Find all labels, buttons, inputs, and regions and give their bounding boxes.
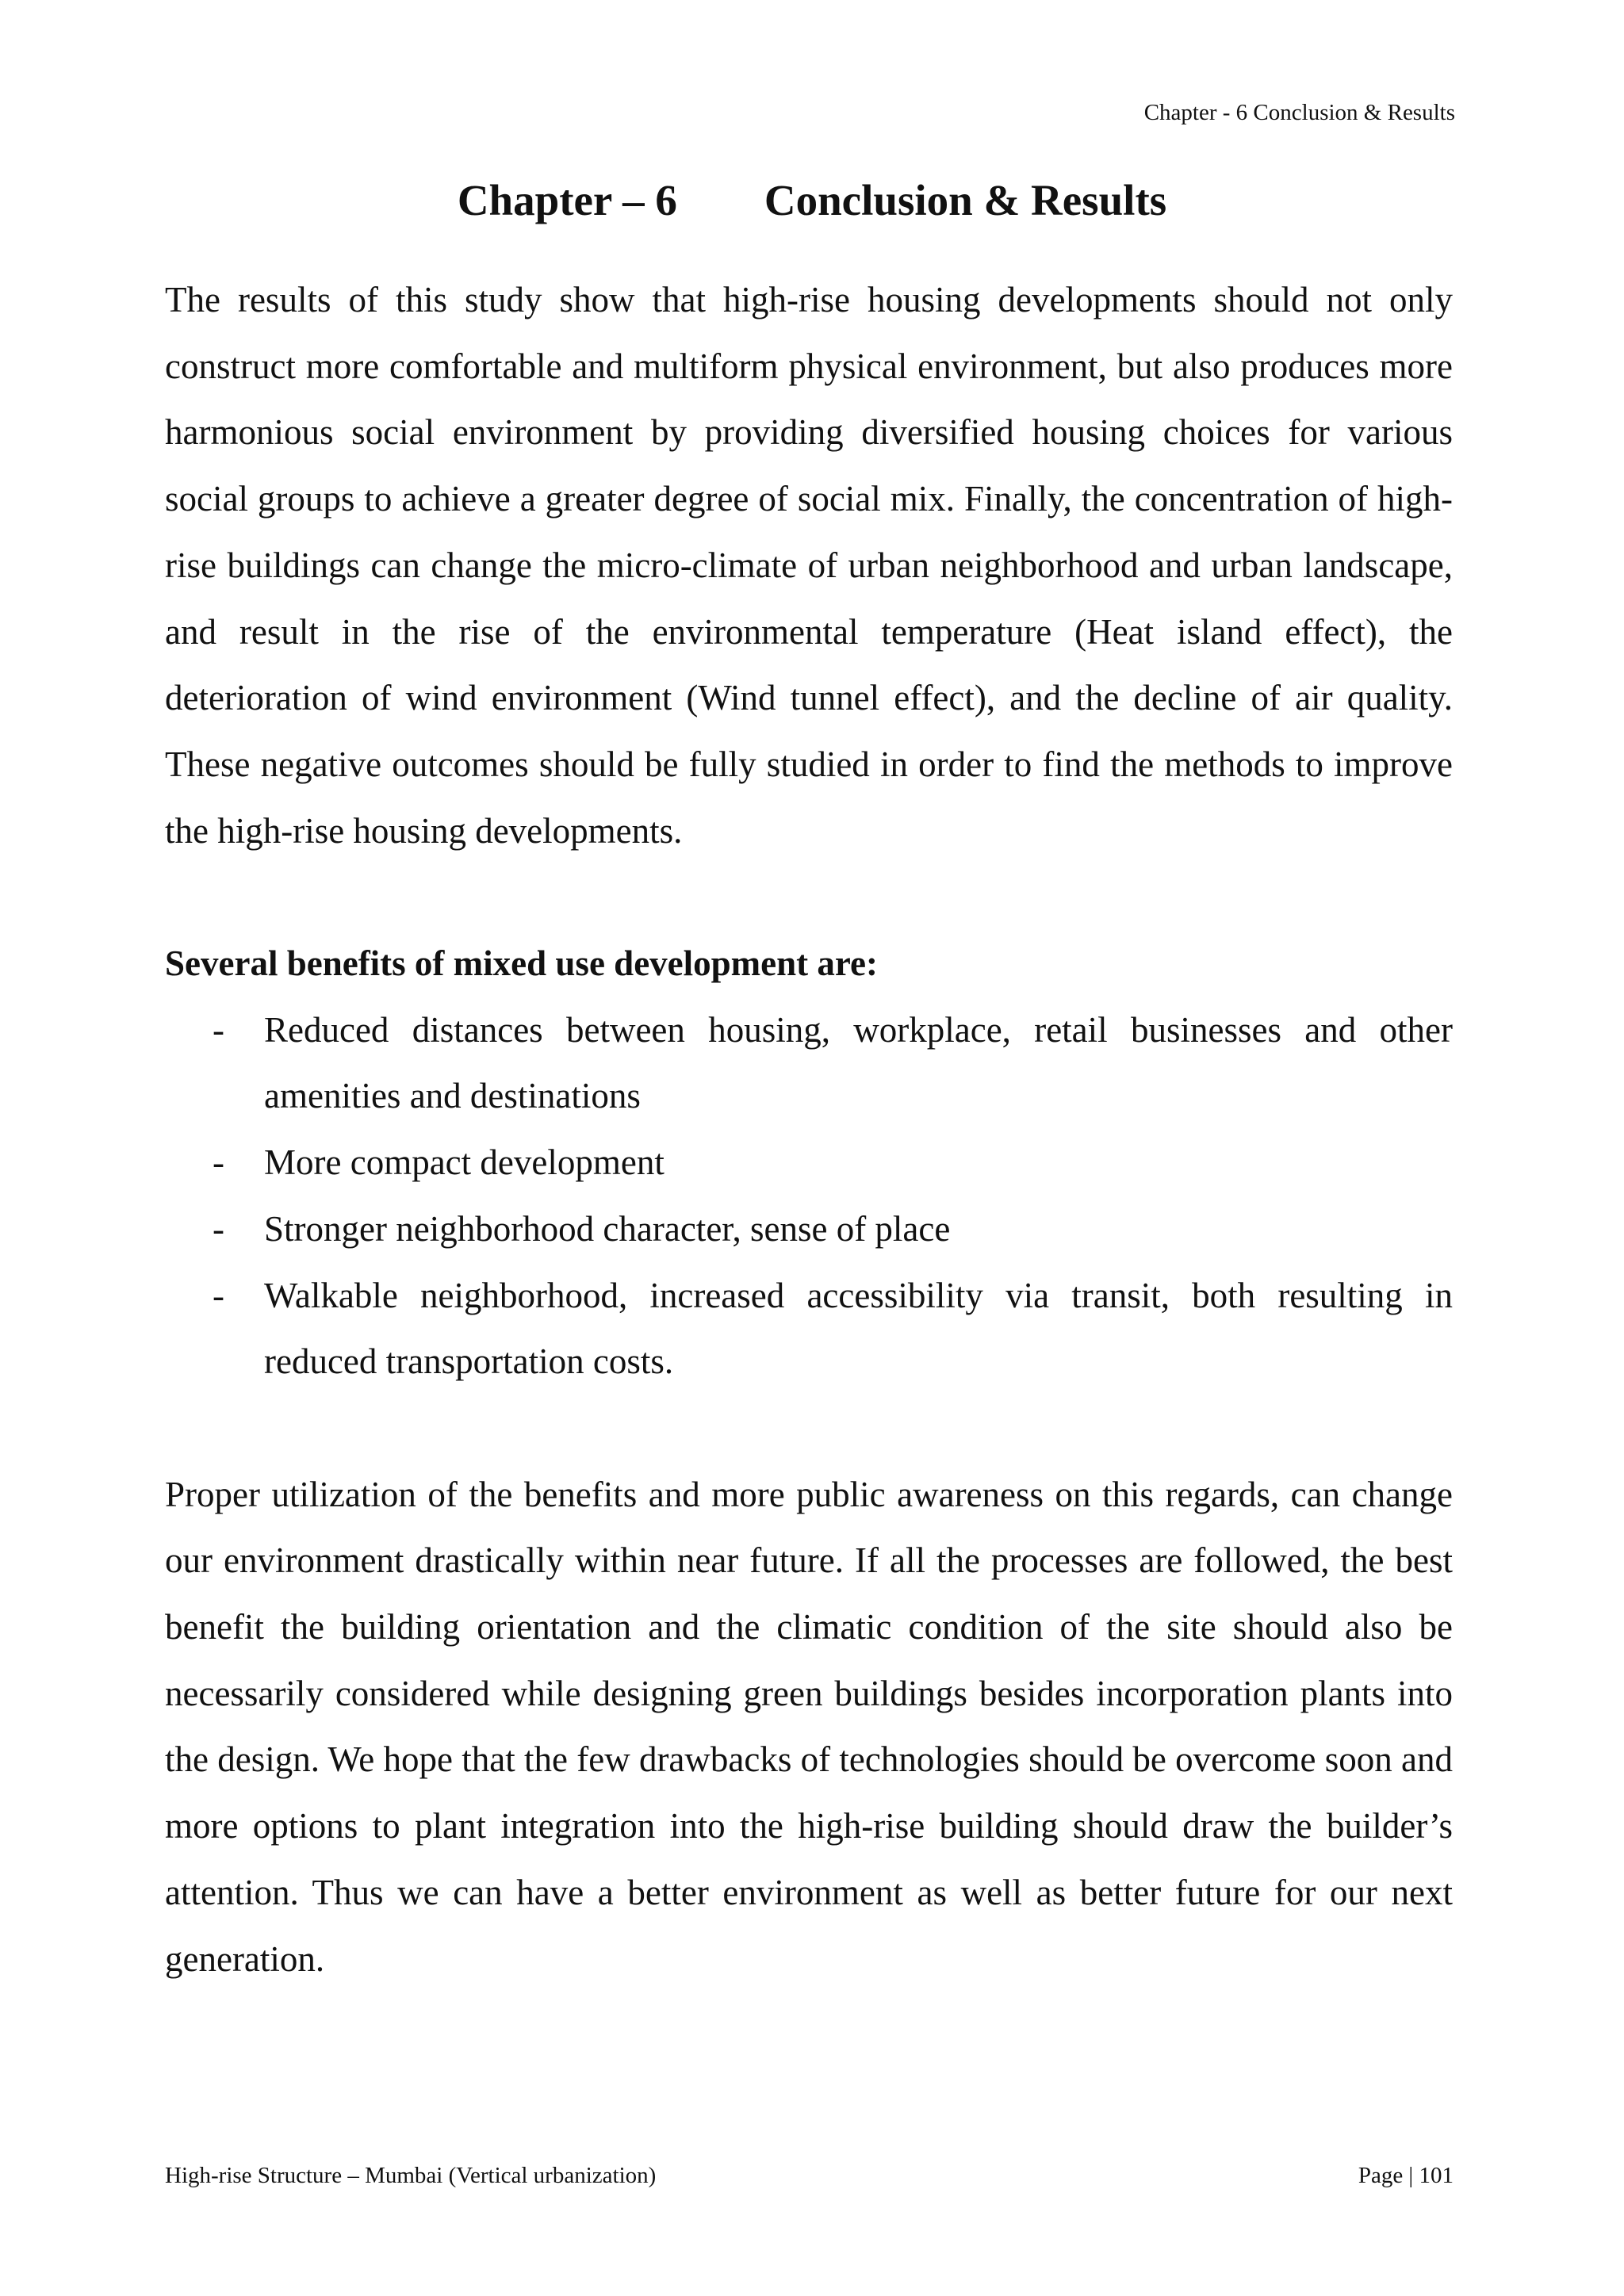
benefits-list xyxy=(165,997,1453,1395)
closing-paragraph: Proper utilization of the benefits and more public awareness on this regards, can change our environment drastically within near future. If all the processes are followed, the best benefit the building orientation and the climatic condition of the site should also be necessarily considered while designing green buildings besides incorporation plants into the design. We hope that the few drawbacks of technologies should be overcome soon and more options to plant integration into the high-rise building should draw the builder’s attention. Thus we can have a better environment as well as better future for our next generation. xyxy=(165,1474,1453,1979)
paragraph-spacer xyxy=(165,1395,1453,1462)
bullet-dash: - xyxy=(213,1208,224,1249)
footer-page-number: Page | 101 xyxy=(1358,2163,1454,2188)
benefit-item xyxy=(165,1263,1453,1395)
chapter-content xyxy=(165,267,1453,1992)
running-header: Chapter - 6 Conclusion & Results xyxy=(1143,100,1455,125)
benefit-item xyxy=(165,1196,1453,1263)
benefit-text: Walkable neighborhood, increased accessibility via transit, both resulting in reduced transportation costs. xyxy=(264,1275,1453,1382)
intro-paragraph: The results of this study show that high-rise housing developments should not only construct more comfortable and multiform physical environment, but also produces more harmonious social environment by providing diversified housing choices for various social groups to achieve a greater degree of social mix. Finally, the concentration of high-rise buildings can change the micro-climate of urban neighborhood and urban landscape, and result in the rise of the environmental temperature (Heat island effect), the deterioration of wind environment (Wind tunnel effect), and the decline of air quality. These negative outcomes should be fully studied in order to find the methods to improve the high-rise housing developments. xyxy=(165,280,1453,851)
chapter-title xyxy=(0,173,1624,228)
chapter-name: Conclusion & Results xyxy=(764,176,1167,224)
benefit-text: More compact development xyxy=(264,1142,665,1183)
benefits-heading: Several benefits of mixed use development are: xyxy=(165,943,879,984)
bullet-dash: - xyxy=(213,1142,224,1183)
footer-document-title: High-rise Structure – Mumbai (Vertical urbanization) xyxy=(165,2163,657,2188)
chapter-number: Chapter – 6 xyxy=(457,176,677,224)
bullet-dash: - xyxy=(213,1275,224,1315)
benefit-text: Stronger neighborhood character, sense of place xyxy=(264,1208,951,1249)
bullet-dash: - xyxy=(213,1009,224,1050)
benefit-text: Reduced distances between housing, workplace, retail businesses and other amenities and destinations xyxy=(264,1009,1453,1116)
paragraph-spacer xyxy=(165,864,1453,931)
benefit-item xyxy=(165,997,1453,1130)
benefit-item xyxy=(165,1130,1453,1196)
